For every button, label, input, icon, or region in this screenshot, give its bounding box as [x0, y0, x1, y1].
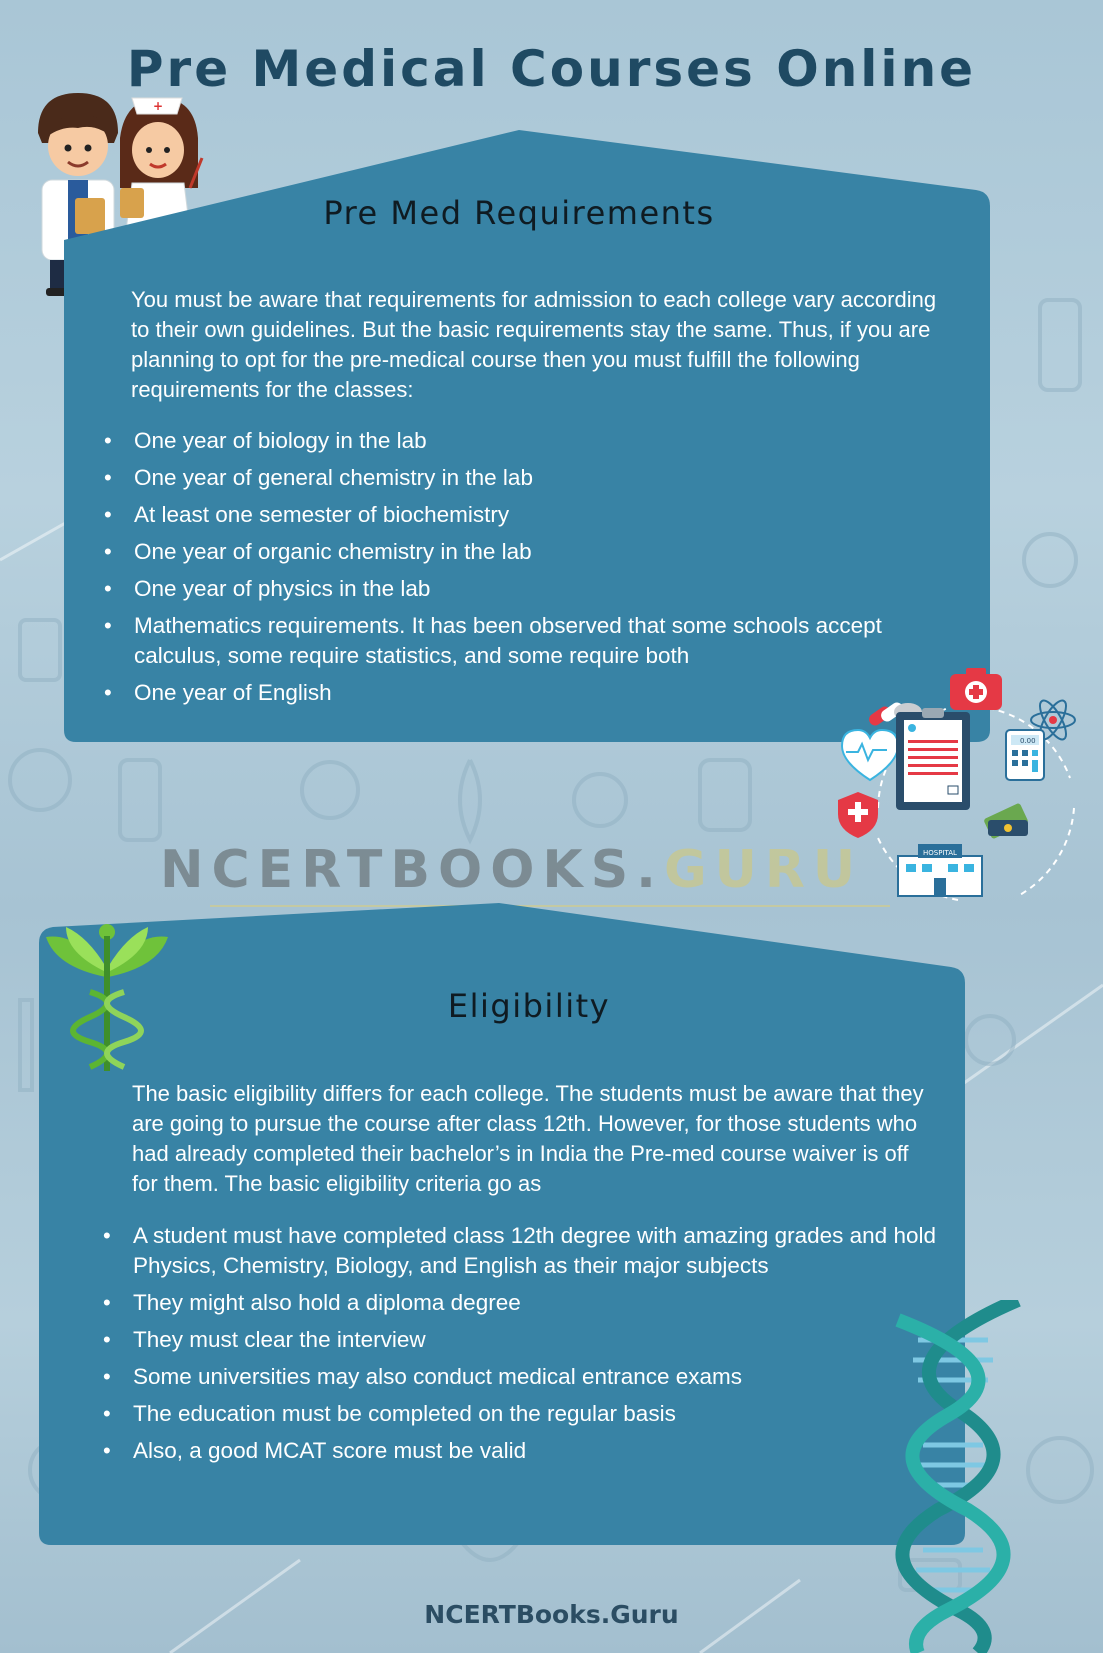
calculator-display: 0.00 [1020, 737, 1036, 745]
bullet-icon: • [104, 576, 112, 601]
bullet-icon: • [104, 465, 112, 490]
clipboard-icon [896, 708, 970, 810]
bullet-icon: • [104, 428, 112, 453]
eligibility-list [103, 1221, 943, 1473]
requirements-panel [64, 130, 1046, 744]
list-item: • The education must be completed on the regular basis [103, 1399, 943, 1429]
list-item: • A student must have completed class 12th degree with amazing grades and hold Physics, Chemistry, Biology, and English as their major subjects [103, 1223, 936, 1278]
bullet-icon: • [103, 1223, 111, 1248]
watermark: NCERTBOOKS.GURU [160, 840, 864, 900]
bullet-icon: • [104, 613, 112, 638]
list-item: • One year of biology in the lab [104, 426, 964, 456]
heartbeat-icon [842, 730, 898, 780]
section-intro: You must be aware that requirements for admission to each college vary according to their own guidelines. But the basic requirements stay the same. Thus, if you are planning to opt for the pre-medical course then you must fulfill the following requirements for the classes: [131, 287, 937, 402]
footer-brand: NCERTBooks.Guru [424, 1600, 679, 1629]
bullet-icon: • [103, 1364, 111, 1389]
hospital-icon [898, 844, 982, 896]
requirements-list [104, 426, 964, 715]
bullet-icon: • [104, 680, 112, 705]
list-item: • One year of general chemistry in the lab [104, 463, 964, 493]
list-item: • Also, a good MCAT score must be valid [103, 1436, 943, 1466]
section-intro: The basic eligibility differs for each college. The students must be aware that they are going to pursue the course after class 12th. However, for those students who had already completed their bachelor’s in India the Pre-med course waiver is off for them. The basic eligibility criteria go as [132, 1081, 924, 1196]
list-item: • One year of organic chemistry in the lab [104, 537, 964, 567]
list-item: • At least one semester of biochemistry [104, 500, 964, 530]
hospital-sign: HOSPITAL [923, 849, 957, 857]
list-item: • They must clear the interview [103, 1325, 943, 1355]
svg-text:+: + [153, 99, 164, 113]
bullet-icon: • [104, 539, 112, 564]
list-item: • One year of English [104, 678, 964, 708]
bullet-icon: • [103, 1438, 111, 1463]
list-item: • Mathematics requirements. It has been observed that some schools accept calculus, some require statistics, and some require both [104, 613, 882, 668]
eligibility-panel [39, 903, 1019, 1548]
bullet-icon: • [103, 1327, 111, 1352]
medical-icons-cluster [838, 668, 1100, 913]
money-icon [983, 803, 1029, 840]
list-item: • They might also hold a diploma degree [103, 1288, 943, 1318]
page-title: Pre Medical Courses Online [126, 40, 977, 98]
bullet-icon: • [103, 1290, 111, 1315]
caduceus-icon [42, 912, 172, 1077]
bullet-icon: • [103, 1401, 111, 1426]
shield-cross-icon [838, 792, 878, 838]
list-item: • One year of physics in the lab [104, 574, 964, 604]
list-item: • Some universities may also conduct medical entrance exams [103, 1362, 943, 1392]
first-aid-kit-icon [950, 668, 1002, 710]
section-heading: Eligibility [447, 987, 611, 1025]
section-heading: Pre Med Requirements [323, 194, 715, 232]
calculator-icon [1006, 730, 1044, 780]
bullet-icon: • [104, 502, 112, 527]
